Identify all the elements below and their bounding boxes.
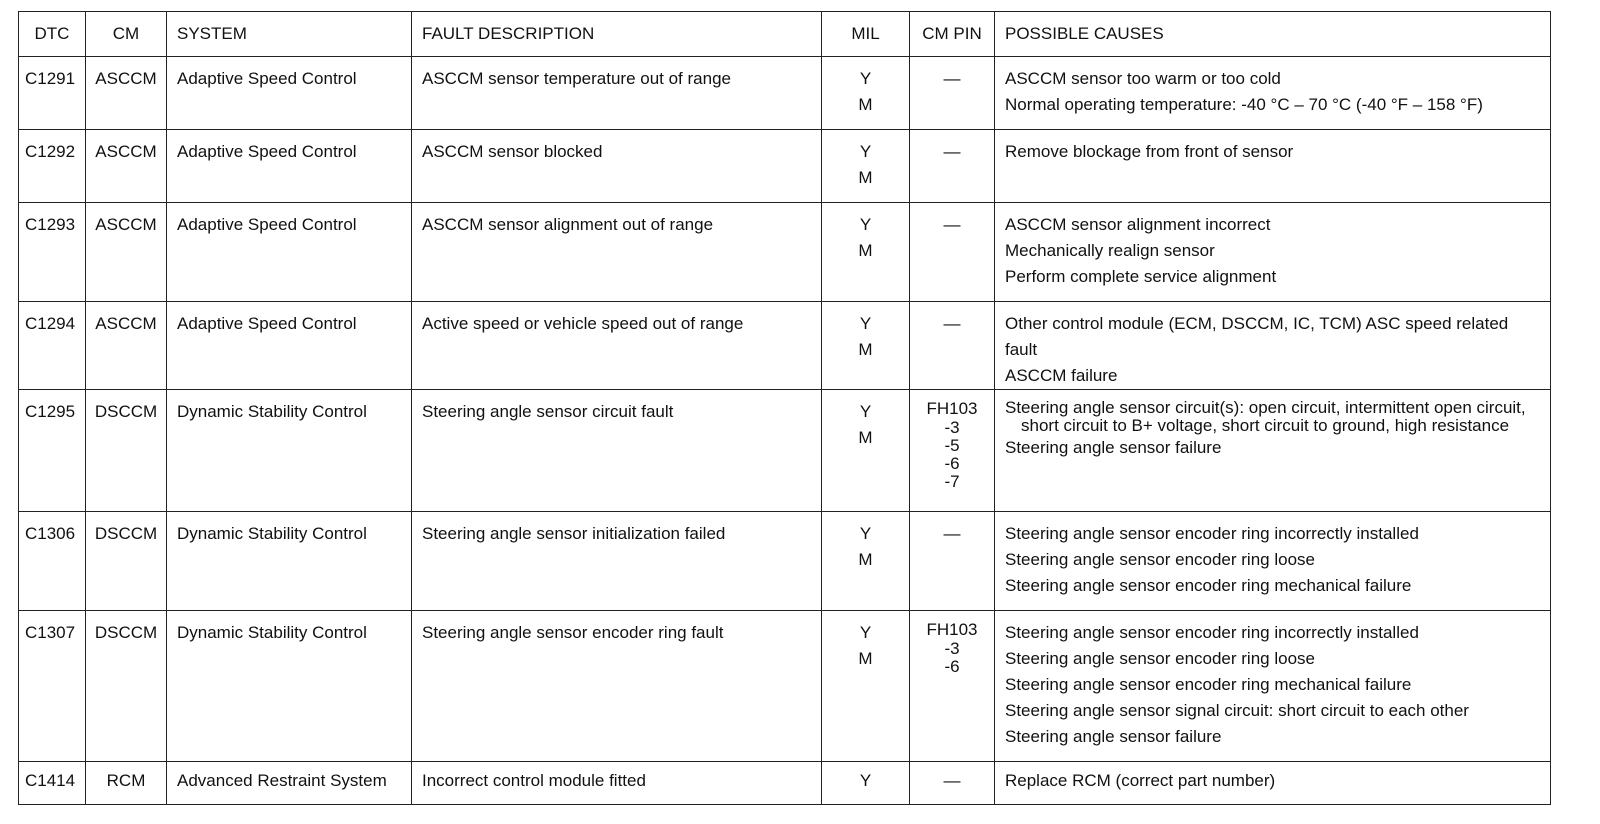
cm-pin: — bbox=[910, 203, 995, 302]
control-module: DSCCM bbox=[86, 390, 167, 512]
system: Advanced Restraint System bbox=[167, 762, 412, 805]
mil-cell bbox=[822, 302, 910, 390]
table-row bbox=[19, 57, 1551, 130]
cause-item-continued: short circuit to B+ voltage, short circuit to ground, high resistance bbox=[1021, 416, 1510, 435]
mil-value: Y bbox=[859, 215, 872, 234]
header-row bbox=[19, 12, 1551, 57]
control-module: DSCCM bbox=[86, 611, 167, 762]
dtc-code: C1292 bbox=[19, 130, 86, 203]
system: Adaptive Speed Control bbox=[167, 302, 412, 390]
mil-value: M bbox=[858, 241, 873, 260]
fault-description: Steering angle sensor initialization failed bbox=[412, 512, 822, 611]
cm-pin-connector: FH103 bbox=[926, 620, 978, 639]
cause-item: ASCCM sensor too warm or too cold bbox=[1005, 69, 1281, 88]
cause-item: Steering angle sensor encoder ring loose bbox=[1005, 649, 1315, 668]
cm-pin-number: -7 bbox=[944, 472, 960, 491]
control-module: RCM bbox=[86, 762, 167, 805]
cause-item: Steering angle sensor failure bbox=[1005, 438, 1222, 457]
dtc-code: C1414 bbox=[19, 762, 86, 805]
cm-pin-number: -3 bbox=[944, 418, 960, 437]
table-row bbox=[19, 302, 1551, 390]
cm-pin: — bbox=[910, 762, 995, 805]
mil-cell bbox=[822, 57, 910, 130]
dtc-code: C1294 bbox=[19, 302, 86, 390]
mil-value: Y bbox=[859, 69, 872, 88]
mil-value: Y bbox=[859, 142, 872, 161]
mil-value: Y bbox=[859, 402, 872, 421]
table-row bbox=[19, 203, 1551, 302]
possible-causes bbox=[995, 302, 1551, 390]
system: Adaptive Speed Control bbox=[167, 203, 412, 302]
mil-value: Y bbox=[859, 623, 872, 642]
cause-item: ASCCM sensor alignment incorrect bbox=[1005, 215, 1271, 234]
header-fault-description: FAULT DESCRIPTION bbox=[412, 12, 822, 57]
possible-causes bbox=[995, 512, 1551, 611]
cm-pin-number: -3 bbox=[944, 639, 960, 658]
cause-item: Perform complete service alignment bbox=[1005, 267, 1277, 286]
cause-item: Steering angle sensor circuit(s): open circuit, intermittent open circuit, bbox=[1005, 398, 1526, 417]
table-row bbox=[19, 130, 1551, 203]
cm-pin-number: -6 bbox=[944, 657, 960, 676]
fault-description: Active speed or vehicle speed out of range bbox=[412, 302, 822, 390]
mil-value: Y bbox=[859, 771, 872, 790]
mil-value: M bbox=[858, 95, 873, 114]
cause-item: Steering angle sensor encoder ring incorrectly installed bbox=[1005, 524, 1419, 543]
cause-item: Remove blockage from front of sensor bbox=[1005, 142, 1294, 161]
control-module: ASCCM bbox=[86, 57, 167, 130]
cm-pin-number: -6 bbox=[944, 454, 960, 473]
cause-item: Steering angle sensor encoder ring incorrectly installed bbox=[1005, 623, 1419, 642]
cause-item: Steering angle sensor encoder ring mechanical failure bbox=[1005, 675, 1412, 694]
header-cm: CM bbox=[86, 12, 167, 57]
mil-cell bbox=[822, 203, 910, 302]
system: Adaptive Speed Control bbox=[167, 130, 412, 203]
control-module: ASCCM bbox=[86, 203, 167, 302]
fault-description: ASCCM sensor temperature out of range bbox=[412, 57, 822, 130]
table-row bbox=[19, 611, 1551, 762]
mil-cell bbox=[822, 130, 910, 203]
fault-description: Incorrect control module fitted bbox=[412, 762, 822, 805]
cause-item: Mechanically realign sensor bbox=[1005, 241, 1215, 260]
dtc-code: C1291 bbox=[19, 57, 86, 130]
table-row bbox=[19, 762, 1551, 805]
dtc-code: C1306 bbox=[19, 512, 86, 611]
control-module: ASCCM bbox=[86, 130, 167, 203]
header-cm-pin: CM PIN bbox=[910, 12, 995, 57]
header-mil: MIL bbox=[822, 12, 910, 57]
mil-cell bbox=[822, 762, 910, 805]
mil-cell bbox=[822, 611, 910, 762]
table-row bbox=[19, 390, 1551, 512]
cm-pin-cell bbox=[910, 611, 995, 762]
mil-cell bbox=[822, 512, 910, 611]
possible-causes bbox=[995, 611, 1551, 762]
possible-causes bbox=[995, 130, 1551, 203]
dtc-code: C1293 bbox=[19, 203, 86, 302]
cause-item: Steering angle sensor signal circuit: short circuit to each other bbox=[1005, 701, 1469, 720]
dtc-table bbox=[18, 11, 1551, 805]
cm-pin: — bbox=[910, 57, 995, 130]
table-row bbox=[19, 512, 1551, 611]
cause-item: ASCCM failure bbox=[1005, 366, 1118, 385]
mil-value: M bbox=[858, 649, 873, 668]
dtc-code: C1307 bbox=[19, 611, 86, 762]
header-dtc: DTC bbox=[19, 12, 86, 57]
mil-cell bbox=[822, 390, 910, 512]
mil-value: Y bbox=[859, 524, 872, 543]
header-possible-causes: POSSIBLE CAUSES bbox=[995, 12, 1551, 57]
dtc-code: C1295 bbox=[19, 390, 86, 512]
control-module: DSCCM bbox=[86, 512, 167, 611]
mil-value: M bbox=[858, 168, 873, 187]
mil-value: M bbox=[858, 428, 873, 447]
dtc-table-container bbox=[18, 11, 1551, 805]
cause-item: Replace RCM (correct part number) bbox=[1005, 771, 1276, 790]
cm-pin: — bbox=[910, 512, 995, 611]
possible-causes bbox=[995, 762, 1551, 805]
cause-item: Steering angle sensor encoder ring mechanical failure bbox=[1005, 576, 1412, 595]
cause-item: Steering angle sensor failure bbox=[1005, 727, 1222, 746]
cause-item: Normal operating temperature: -40 °C – 70 °C (-40 °F – 158 °F) bbox=[1005, 95, 1483, 114]
mil-value: M bbox=[858, 550, 873, 569]
cause-item: Other control module (ECM, DSCCM, IC, TCM) ASC speed related fault bbox=[1005, 314, 1509, 359]
mil-value: Y bbox=[859, 314, 872, 333]
cm-pin-cell bbox=[910, 390, 995, 512]
mil-value: M bbox=[858, 340, 873, 359]
header-system: SYSTEM bbox=[167, 12, 412, 57]
cm-pin: — bbox=[910, 302, 995, 390]
possible-causes bbox=[995, 390, 1551, 512]
system: Dynamic Stability Control bbox=[167, 390, 412, 512]
cause-item: Steering angle sensor encoder ring loose bbox=[1005, 550, 1315, 569]
possible-causes bbox=[995, 203, 1551, 302]
fault-description: ASCCM sensor alignment out of range bbox=[412, 203, 822, 302]
fault-description: ASCCM sensor blocked bbox=[412, 130, 822, 203]
cm-pin: — bbox=[910, 130, 995, 203]
fault-description: Steering angle sensor circuit fault bbox=[412, 390, 822, 512]
system: Dynamic Stability Control bbox=[167, 512, 412, 611]
cm-pin-number: -5 bbox=[944, 436, 960, 455]
possible-causes bbox=[995, 57, 1551, 130]
fault-description: Steering angle sensor encoder ring fault bbox=[412, 611, 822, 762]
control-module: ASCCM bbox=[86, 302, 167, 390]
cm-pin-connector: FH103 bbox=[926, 399, 978, 418]
system: Dynamic Stability Control bbox=[167, 611, 412, 762]
system: Adaptive Speed Control bbox=[167, 57, 412, 130]
